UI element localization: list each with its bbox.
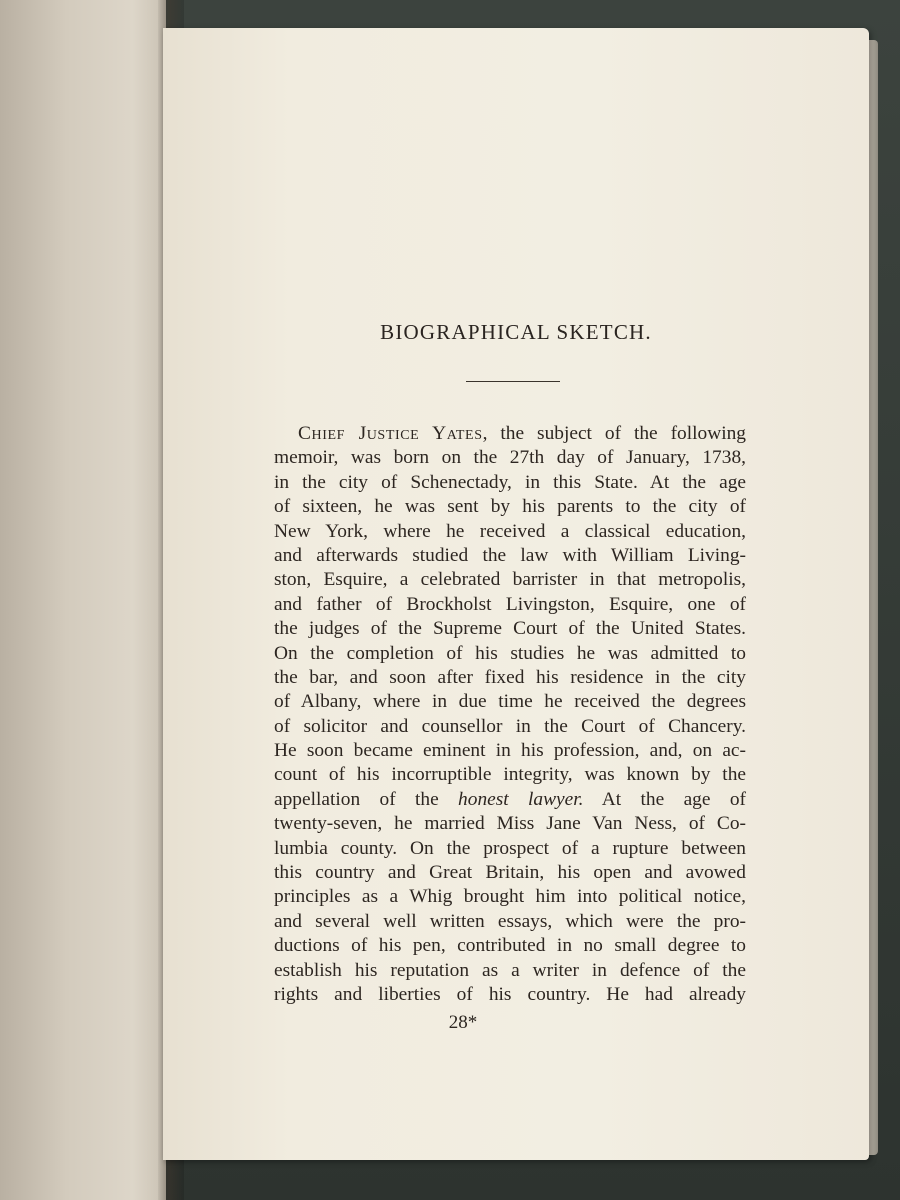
italic-phrase: honest lawyer.: [458, 788, 584, 810]
left-page: [0, 0, 166, 1200]
text-line: rights and liberties of his country. He had already: [274, 983, 746, 1005]
text-line: this country and Great Britain, his open and avowed: [274, 862, 746, 884]
text-line: of sixteen, he was sent by his parents to the city of: [274, 496, 746, 518]
text-line: twenty-seven, he married Miss Jane Van Ness, of Co-: [274, 813, 746, 835]
text-line: principles as a Whig brought him into political notice,: [274, 886, 746, 908]
text-line: and afterwards studied the law with William Living-: [274, 544, 746, 566]
text-line: ductions of his pen, contributed in no small degree to: [274, 935, 746, 957]
body-text: [274, 422, 746, 1007]
text-line: count of his incorruptible integrity, was known by the: [274, 764, 746, 786]
text-line: He soon became eminent in his profession, and, on ac-: [274, 740, 746, 762]
text-line: memoir, was born on the 27th day of January, 1738,: [274, 447, 746, 469]
text-fragment: At the age of: [583, 788, 746, 810]
text-line: of Albany, where in due time he received the degrees: [274, 691, 746, 713]
page-heading: BIOGRAPHICAL SKETCH.: [380, 320, 652, 344]
text-line: On the completion of his studies he was admitted to: [274, 642, 746, 664]
text-line: and several well written essays, which were the pro-: [274, 910, 746, 932]
text-line: the bar, and soon after fixed his residence in the city: [274, 666, 746, 688]
text-fragment: appellation of the: [274, 788, 459, 810]
text-fragment: , the subject of the following: [482, 423, 747, 444]
page-number: 28*: [448, 1012, 478, 1033]
subject-name: Chief Justice Yates: [298, 423, 483, 444]
text-line: in the city of Schenectady, in this State. At the age: [274, 471, 746, 493]
heading-rule: [466, 381, 560, 382]
text-line: [274, 788, 746, 812]
text-line: of solicitor and counsellor in the Court of Chancery.: [274, 715, 746, 737]
text-line: ston, Esquire, a celebrated barrister in that metropolis,: [274, 569, 746, 591]
text-line: and father of Brockholst Livingston, Esquire, one of: [274, 593, 746, 615]
text-line: [274, 422, 746, 446]
text-line: establish his reputation as a writer in defence of the: [274, 959, 746, 981]
text-line: the judges of the Supreme Court of the United States.: [274, 618, 746, 640]
text-line: lumbia county. On the prospect of a rupture between: [274, 837, 746, 859]
text-line: New York, where he received a classical education,: [274, 520, 746, 542]
